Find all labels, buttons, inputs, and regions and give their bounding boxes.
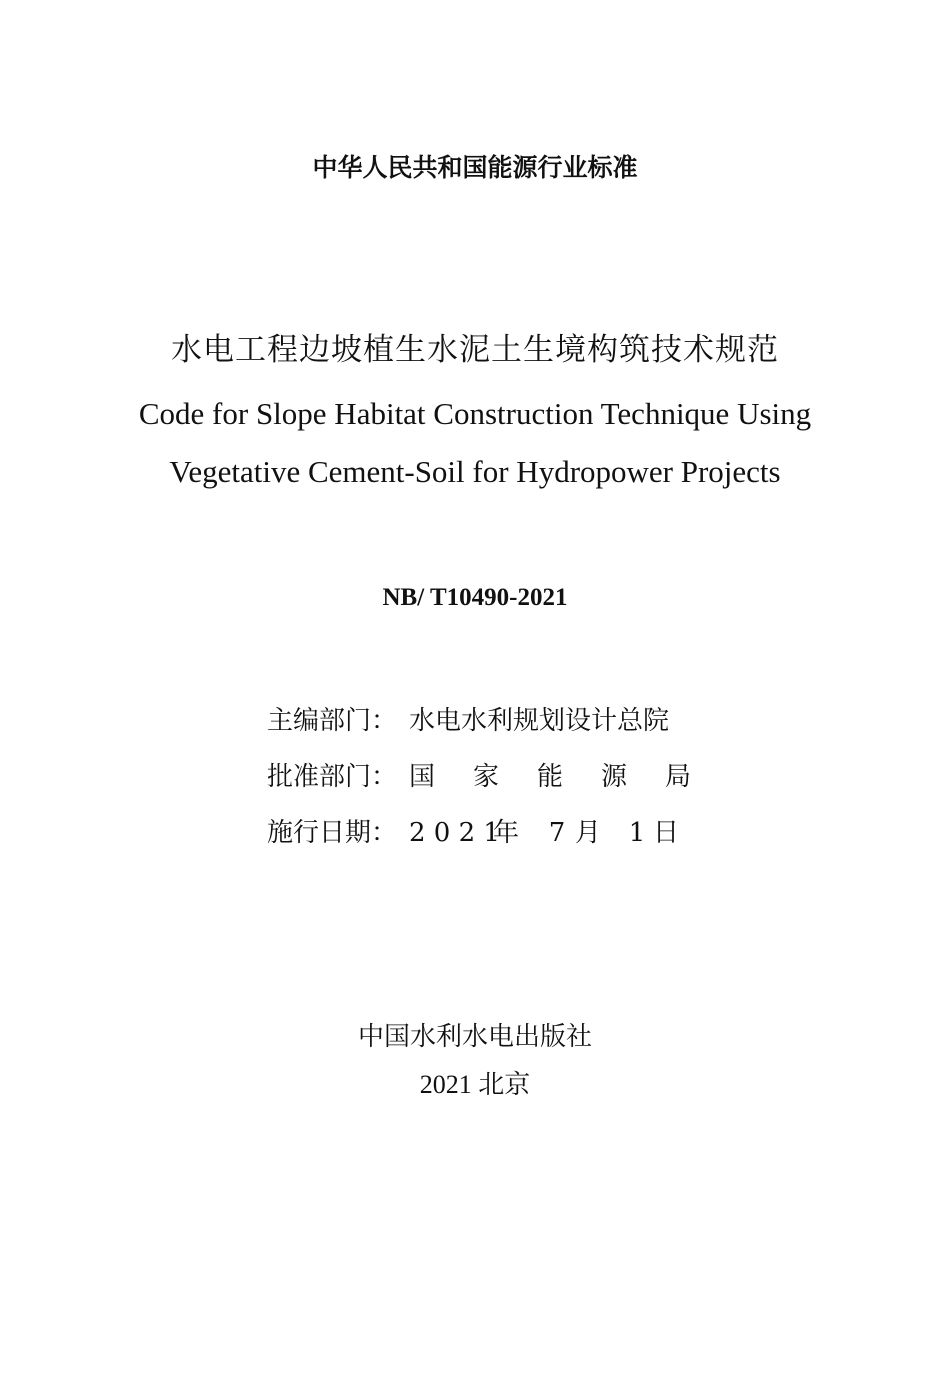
english-title-line-2: Vegetative Cement-Soil for Hydropower Projects [169, 454, 781, 489]
approver-char: 源 [601, 761, 628, 792]
effective-date-row [267, 802, 747, 858]
chinese-title: 水电工程边坡植生水泥土生境构筑技术规范 [171, 332, 779, 368]
publisher-name: 中国水利水电出版社 [357, 1022, 592, 1052]
approver-char: 国 [409, 761, 436, 792]
effective-day: 1 [628, 817, 646, 848]
approver-label: 批准部门： [267, 761, 398, 792]
effective-date-label: 施行日期： [267, 817, 398, 848]
standard-info-block [267, 690, 747, 858]
approver-value [409, 756, 729, 793]
approver-char: 能 [537, 761, 564, 792]
month-unit: 月 [575, 817, 602, 848]
effective-year: 2 0 2 1 [409, 817, 500, 848]
editor-label: 主编部门： [267, 705, 398, 736]
approver-char: 局 [665, 761, 692, 792]
standard-type-heading: 中华人民共和国能源行业标准 [312, 153, 638, 182]
effective-date-value [409, 812, 683, 849]
editor-row [267, 690, 747, 746]
approver-char: 家 [473, 761, 500, 792]
day-unit: 日 [653, 817, 680, 848]
year-unit: 年 [493, 817, 520, 848]
editor-value: 水电水利规划设计总院 [409, 705, 670, 736]
effective-month: 7 [548, 817, 566, 848]
approver-row [267, 746, 747, 802]
standard-code-number: NB/ T10490-2021 [382, 584, 568, 611]
english-title-line-1: Code for Slope Habitat Construction Technique Using [138, 396, 812, 431]
publication-year-place: 2021 北京 [419, 1070, 531, 1099]
